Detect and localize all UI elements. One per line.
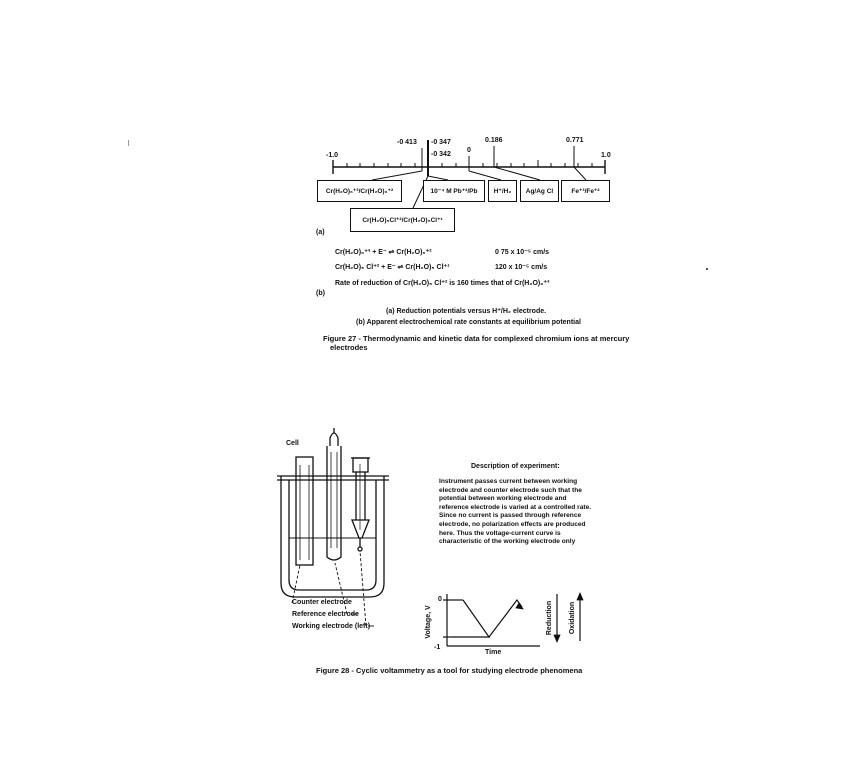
figure-27-caption-line1: Figure 27 - Thermodynamic and kinetic data for complexed chromium ions at mercury bbox=[323, 334, 630, 343]
scale-label-0347: -0 347 bbox=[431, 139, 451, 146]
desc-line: electrode, no polarization effects are produced bbox=[439, 520, 586, 528]
rate-note: Rate of reduction of Cr(H₂O)₅ Cl⁺² is 160 times that of Cr(H₂O)₆⁺³ bbox=[335, 280, 550, 287]
working-electrode-label: Working electrode (left) bbox=[292, 623, 371, 630]
y-tick-zero: 0 bbox=[438, 596, 442, 603]
caption-b: (b) Apparent electrochemical rate constants at equilibrium potential bbox=[356, 319, 581, 326]
box-lead: 10⁻⁴ M Pb⁺²/Pb bbox=[423, 180, 485, 202]
desc-line: characteristic of the working electrode only bbox=[439, 538, 576, 546]
caption-a: (a) Reduction potentials versus H⁺/H₂ electrode. bbox=[386, 308, 547, 315]
rate-1: 0 75 x 10⁻⁵ cm/s bbox=[495, 249, 550, 256]
figure-27-caption-line2: electrodes bbox=[330, 343, 368, 352]
oxidation-label: Oxidation bbox=[569, 601, 576, 635]
panel-label-a: (a) bbox=[316, 229, 325, 236]
box-cr-aquo: Cr(H₂O)₆⁺³/Cr(H₂O)₆⁺² bbox=[317, 180, 402, 202]
reaction-1: Cr(H₂O)₆⁺³ + E⁻ ⇌ Cr(H₂O)₆⁺² bbox=[335, 249, 432, 256]
panel-label-b: (b) bbox=[316, 290, 325, 297]
counter-electrode-label: Counter electrode bbox=[292, 599, 352, 606]
desc-line: Instrument passes current between working bbox=[439, 478, 578, 485]
scale-label-plus-one: 1.0 bbox=[601, 152, 611, 159]
y-axis-label: Voltage, V bbox=[425, 605, 432, 639]
y-tick-minus-one: -1 bbox=[434, 644, 441, 651]
box-iron: Fe⁺³/Fe⁺² bbox=[561, 180, 610, 202]
reduction-label: Reduction bbox=[546, 600, 553, 636]
scale-label-minus-one: -1.0 bbox=[326, 152, 339, 159]
cell-label: Cell bbox=[286, 440, 299, 447]
desc-line: Since no current is passed through reference bbox=[439, 512, 582, 520]
reaction-2: Cr(H₂O)₅ Cl⁺² + E⁻ ⇌ Cr(H₂O)₅ Cl⁺¹ bbox=[335, 264, 450, 271]
figure-28-caption: Figure 28 - Cyclic voltammetry as a tool for studying electrode phenomena bbox=[316, 666, 583, 675]
scale-label-0413: -0 413 bbox=[397, 139, 417, 146]
box-hydrogen: H⁺/H₂ bbox=[488, 180, 517, 202]
desc-line: potential between working electrode and bbox=[439, 495, 567, 503]
reference-electrode-label: Reference electrode bbox=[292, 611, 359, 618]
desc-line: reference electrode is varied at a controlled rate. bbox=[439, 503, 592, 511]
x-axis-label: Time bbox=[485, 649, 502, 656]
box-ag-agcl: Ag/Ag Cl bbox=[520, 180, 559, 202]
rate-2: 120 x 10⁻⁵ cm/s bbox=[495, 264, 548, 271]
desc-line: here. Thus the voltage-current curve is bbox=[439, 529, 561, 537]
scale-label-0186: 0.186 bbox=[485, 137, 503, 144]
scale-label-0342: -0 342 bbox=[431, 151, 451, 158]
scale-label-zero: 0 bbox=[467, 147, 471, 154]
description-title: Description of experiment: bbox=[471, 463, 560, 470]
scale-label-0771: 0.771 bbox=[566, 137, 584, 144]
desc-line: electrode and counter electrode such that the bbox=[439, 486, 582, 494]
box-cr-chloro: Cr(H₂O)₅Cl⁺²/Cr(H₂O)₅Cl⁺¹ bbox=[350, 208, 455, 232]
